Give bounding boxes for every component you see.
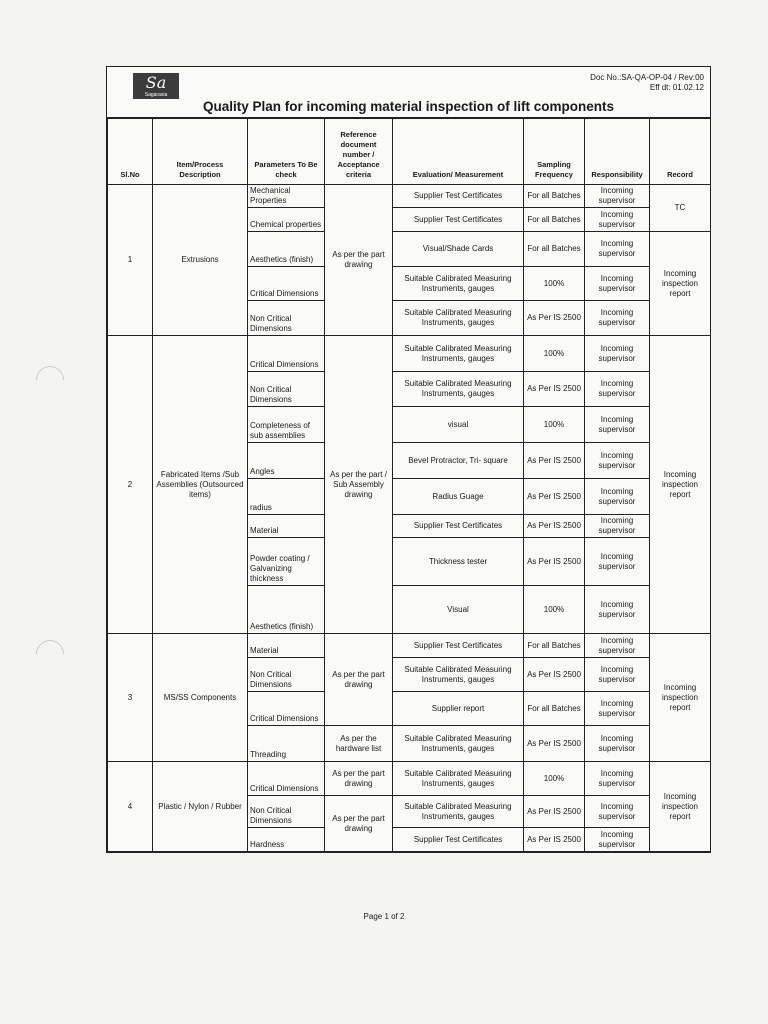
freq-cell: As Per IS 2500 (524, 726, 585, 762)
resp-cell: Incoming supervisor (585, 336, 650, 372)
resp-cell: Incoming supervisor (585, 658, 650, 692)
param-cell: Non Critical Dimensions (248, 372, 325, 407)
resp-cell: Incoming supervisor (585, 796, 650, 828)
freq-cell: As Per IS 2500 (524, 515, 585, 538)
freq-cell: 100% (524, 267, 585, 301)
resp-cell: Incoming supervisor (585, 828, 650, 852)
ref-cell: As per the part drawing (325, 185, 393, 336)
freq-cell: As Per IS 2500 (524, 301, 585, 336)
resp-cell: Incoming supervisor (585, 479, 650, 515)
freq-cell: As Per IS 2500 (524, 479, 585, 515)
eval-cell: Suitable Calibrated Measuring Instruments, gauges (393, 336, 524, 372)
ref-cell: As per the part drawing (325, 796, 393, 852)
table-row (108, 336, 711, 372)
freq-cell: As Per IS 2500 (524, 538, 585, 586)
slno-cell: 4 (108, 762, 153, 852)
eval-cell: Suitable Calibrated Measuring Instruments, gauges (393, 726, 524, 762)
col-freq: Sampling Frequency (524, 119, 585, 185)
eval-cell: Thickness tester (393, 538, 524, 586)
ref-cell: As per the hardware list (325, 726, 393, 762)
ref-cell: As per the part drawing (325, 762, 393, 796)
page-number: Page 1 of 2 (363, 912, 405, 921)
slno-cell: 3 (108, 634, 153, 762)
resp-cell: Incoming supervisor (585, 301, 650, 336)
record-cell: TC (650, 185, 711, 232)
record-cell: Incoming inspection report (650, 336, 711, 634)
eval-cell: visual (393, 407, 524, 443)
eval-cell: Suitable Calibrated Measuring Instruments, gauges (393, 658, 524, 692)
document-header (107, 67, 710, 118)
quality-plan-table (107, 118, 711, 852)
freq-cell: 100% (524, 586, 585, 634)
eval-cell: Bevel Protractor, Tri- square (393, 443, 524, 479)
eval-cell: Supplier Test Certificates (393, 208, 524, 232)
col-item: Item/Process Description (153, 119, 248, 185)
eval-cell: Suitable Calibrated Measuring Instruments, gauges (393, 267, 524, 301)
item-cell: Fabricated Items /Sub Assemblies (Outsourced items) (153, 336, 248, 634)
col-slno: Sl.No (108, 119, 153, 185)
param-cell: Aesthetics (finish) (248, 586, 325, 634)
freq-cell: As Per IS 2500 (524, 658, 585, 692)
freq-cell: For all Batches (524, 634, 585, 658)
param-cell: Angles (248, 443, 325, 479)
resp-cell: Incoming supervisor (585, 634, 650, 658)
eval-cell: Supplier Test Certificates (393, 828, 524, 852)
freq-cell: As Per IS 2500 (524, 443, 585, 479)
param-cell: Non Critical Dimensions (248, 301, 325, 336)
item-cell: MS/SS Components (153, 634, 248, 762)
header-row (108, 119, 711, 185)
resp-cell: Incoming supervisor (585, 726, 650, 762)
eval-cell: Radius Guage (393, 479, 524, 515)
param-cell: Non Critical Dimensions (248, 796, 325, 828)
item-cell: Plastic / Nylon / Rubber (153, 762, 248, 852)
punch-hole-bottom (30, 634, 70, 674)
resp-cell: Incoming supervisor (585, 208, 650, 232)
param-cell: Chemical properties (248, 208, 325, 232)
eval-cell: Supplier report (393, 692, 524, 726)
doc-number: Doc No.:SA-QA-OP-04 / Rev:00 (590, 73, 704, 82)
eval-cell: Supplier Test Certificates (393, 515, 524, 538)
ref-cell: As per the part / Sub Assembly drawing (325, 336, 393, 634)
eval-cell: Suitable Calibrated Measuring Instruments, gauges (393, 301, 524, 336)
eval-cell: Visual/Shade Cards (393, 232, 524, 267)
param-cell: Mechanical Properties (248, 185, 325, 208)
freq-cell: For all Batches (524, 208, 585, 232)
eval-cell: Visual (393, 586, 524, 634)
resp-cell: Incoming supervisor (585, 762, 650, 796)
item-cell: Extrusions (153, 185, 248, 336)
resp-cell: Incoming supervisor (585, 538, 650, 586)
effective-date: Eff dt: 01.02.12 (649, 83, 704, 92)
param-cell: radius (248, 479, 325, 515)
doc-number-block (590, 73, 704, 93)
punch-hole-top (30, 360, 70, 400)
eval-cell: Suitable Calibrated Measuring Instruments, gauges (393, 796, 524, 828)
resp-cell: Incoming supervisor (585, 407, 650, 443)
resp-cell: Incoming supervisor (585, 515, 650, 538)
ref-cell: As per the part drawing (325, 634, 393, 726)
param-cell: Critical Dimensions (248, 267, 325, 301)
param-cell: Threading (248, 726, 325, 762)
freq-cell: 100% (524, 762, 585, 796)
param-cell: Powder coating / Galvanizing thickness (248, 538, 325, 586)
param-cell: Completeness of sub assemblies (248, 407, 325, 443)
col-eval: Evaluation/ Measurement (393, 119, 524, 185)
resp-cell: Incoming supervisor (585, 185, 650, 208)
freq-cell: For all Batches (524, 185, 585, 208)
freq-cell: As Per IS 2500 (524, 828, 585, 852)
param-cell: Critical Dimensions (248, 762, 325, 796)
eval-cell: Supplier Test Certificates (393, 185, 524, 208)
document-title: Quality Plan for incoming material inspection of lift components (202, 99, 615, 114)
slno-cell: 1 (108, 185, 153, 336)
freq-cell: As Per IS 2500 (524, 796, 585, 828)
eval-cell: Supplier Test Certificates (393, 634, 524, 658)
resp-cell: Incoming supervisor (585, 692, 650, 726)
freq-cell: As Per IS 2500 (524, 372, 585, 407)
resp-cell: Incoming supervisor (585, 267, 650, 301)
col-resp: Responsibility (585, 119, 650, 185)
param-cell: Hardness (248, 828, 325, 852)
company-logo (133, 73, 179, 99)
resp-cell: Incoming supervisor (585, 586, 650, 634)
freq-cell: 100% (524, 407, 585, 443)
param-cell: Critical Dimensions (248, 692, 325, 726)
quality-plan-sheet (106, 66, 711, 853)
freq-cell: For all Batches (524, 692, 585, 726)
param-cell: Material (248, 515, 325, 538)
table-row (108, 634, 711, 658)
resp-cell: Incoming supervisor (585, 232, 650, 267)
resp-cell: Incoming supervisor (585, 372, 650, 407)
col-params: Parameters To Be check (248, 119, 325, 185)
table-row (108, 185, 711, 208)
col-ref: Reference document number / Acceptance criteria (325, 119, 393, 185)
freq-cell: 100% (524, 336, 585, 372)
resp-cell: Incoming supervisor (585, 443, 650, 479)
col-record: Record (650, 119, 711, 185)
freq-cell: For all Batches (524, 232, 585, 267)
record-cell: Incoming inspection report (650, 634, 711, 762)
logo-subtext: Sagarasia (144, 92, 168, 98)
param-cell: Critical Dimensions (248, 336, 325, 372)
logo-text: Sa (145, 73, 167, 92)
slno-cell: 2 (108, 336, 153, 634)
record-cell: Incoming inspection report (650, 762, 711, 852)
param-cell: Material (248, 634, 325, 658)
eval-cell: Suitable Calibrated Measuring Instruments, gauges (393, 372, 524, 407)
record-cell: Incoming inspection report (650, 232, 711, 336)
param-cell: Aesthetics (finish) (248, 232, 325, 267)
param-cell: Non Critical Dimensions (248, 658, 325, 692)
eval-cell: Suitable Calibrated Measuring Instruments, gauges (393, 762, 524, 796)
table-row (108, 762, 711, 796)
